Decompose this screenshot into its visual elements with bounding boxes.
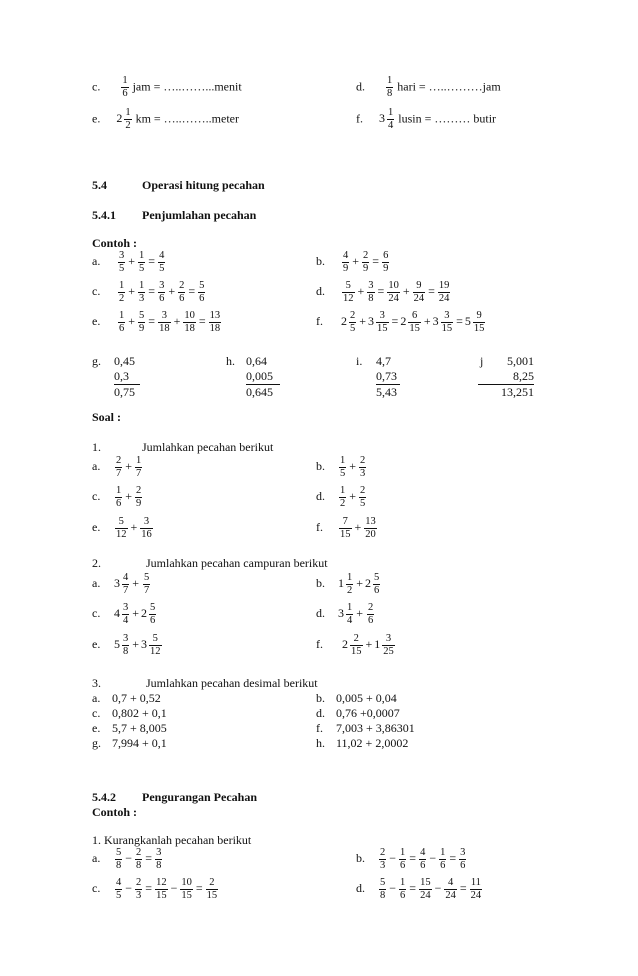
- q1-e: e. $\frac{5}{12}$ + $\frac{3}{16}$: [92, 516, 152, 540]
- fraction: $\frac{1}{4}$: [388, 107, 394, 131]
- example-e: e. $\frac{1}{6}$ + $\frac{5}{9}$ = $\frac{3}{18}$ + $\frac{10}{18}$ = $\frac{13}{18}$: [92, 310, 221, 334]
- q2-c: c. 4 $\frac{3}{4}$ + 2 $\frac{5}{6}$: [92, 602, 156, 626]
- decimal-i-label: i.: [356, 354, 363, 368]
- example-c: c. $\frac{1}{2}$ + $\frac{1}{3}$ = $\frac{3}{6}$ + $\frac{2}{6}$ = $\frac{5}{6}$: [92, 280, 205, 304]
- q1-number: 1.: [92, 440, 101, 454]
- conversion-f: [356, 107, 496, 132]
- subsection-number: 5.4.1: [92, 208, 116, 222]
- soal-label: Soal :: [92, 410, 122, 424]
- conversion-text: hari = …..………jam: [397, 79, 501, 94]
- sub-b: b. $\frac{2}{3}$ − $\frac{1}{6}$ = $\frac{4}{6}$ − $\frac{1}{6}$ = $\frac{3}{6}$: [356, 847, 466, 871]
- conversion-text: jam = …..……...menit: [132, 79, 242, 94]
- decimal-g-label: g.: [92, 354, 101, 368]
- q1-a: a. $\frac{2}{7}$ + $\frac{1}{7}$: [92, 455, 142, 479]
- q2-f: f. 2 $\frac{2}{15}$ + 1 $\frac{3}{25}$: [316, 633, 394, 657]
- fraction: $\frac{1}{6}$: [122, 75, 128, 99]
- decimal-j: 5,001 8,25 13,251: [478, 354, 534, 400]
- q1-d: d. $\frac{1}{2}$ + $\frac{2}{5}$: [316, 485, 366, 509]
- conversion-text: km = …..……..meter: [135, 111, 239, 126]
- fraction: $\frac{1}{2}$: [125, 107, 131, 131]
- decimal-j-label: j: [480, 354, 484, 368]
- q3-item: g. 7,994 + 0,1: [92, 736, 167, 750]
- item-label: d.: [356, 79, 365, 94]
- q2-b: b. 1 $\frac{1}{2}$ + 2 $\frac{5}{6}$: [316, 572, 380, 596]
- sub-a: a. $\frac{5}{8}$ − $\frac{2}{8}$ = $\frac{3}{8}$: [92, 847, 162, 871]
- section-title: Operasi hitung pecahan: [142, 178, 265, 192]
- q3-item: f. 7,003 + 3,86301: [316, 721, 415, 735]
- example-d: d. $\frac{5}{12}$ + $\frac{3}{8}$ = $\frac{10}{24}$ + $\frac{9}{24}$ = $\frac{19}{24}$: [316, 280, 450, 304]
- contoh-label: Contoh :: [92, 236, 138, 250]
- decimal-g: 0,45 0,3 0,75: [114, 354, 140, 400]
- q2-a: a. 3 $\frac{4}{7}$ + $\frac{5}{7}$: [92, 572, 150, 596]
- example-f: f. 2 $\frac{2}{5}$ + 3 $\frac{3}{15}$ = 2 $\frac{6}{15}$ + 3 $\frac{3}{15}$ = 5 $\frac{9}{15}$: [316, 310, 485, 334]
- subsection-title: Pengurangan Pecahan: [142, 790, 258, 804]
- sub-c: c. $\frac{4}{5}$ − $\frac{2}{3}$ = $\frac{12}{15}$ − $\frac{10}{15}$ = $\frac{2}{15}$: [92, 877, 218, 901]
- q2-d: d. 3 $\frac{1}{4}$ + $\frac{2}{6}$: [316, 602, 374, 626]
- q2-number: 2.: [92, 556, 101, 570]
- q1-c: c. $\frac{1}{6}$ + $\frac{2}{9}$: [92, 485, 142, 509]
- q1-title: Jumlahkan pecahan berikut: [142, 440, 274, 454]
- section-number: 5.4: [92, 178, 107, 192]
- q3-item: a. 0,7 + 0,52: [92, 691, 161, 705]
- decimal-h: 0,64 0,005 0,645: [246, 354, 280, 400]
- conversion-c: [92, 75, 242, 100]
- q3-item: c. 0,802 + 0,1: [92, 706, 167, 720]
- conversion-text: lusin = ……… butir: [398, 111, 497, 126]
- q1-b: b. $\frac{1}{5}$ + $\frac{2}{3}$: [316, 455, 366, 479]
- decimal-h-label: h.: [226, 354, 235, 368]
- subsection-number: 5.4.2: [92, 790, 116, 804]
- conversion-d: [356, 75, 501, 100]
- item-label: e.: [92, 111, 101, 126]
- q2-title: Jumlahkan pecahan campuran berikut: [146, 556, 328, 570]
- q3-number: 3.: [92, 676, 101, 690]
- q1-f: f. $\frac{7}{15}$ + $\frac{13}{20}$: [316, 516, 376, 540]
- conversion-e: [92, 107, 239, 132]
- fraction: $\frac{1}{8}$: [387, 75, 393, 99]
- q3-item: h. 11,02 + 2,0002: [316, 736, 409, 750]
- decimal-i: 4,7 0,73 5,43: [376, 354, 400, 400]
- whole-number: 3: [379, 111, 385, 126]
- item-label: f.: [356, 111, 363, 126]
- item-label: c.: [92, 79, 101, 94]
- example-a: a. $\frac{3}{5}$ + $\frac{1}{5}$ = $\frac{4}{5}$: [92, 250, 165, 274]
- example-b: b. $\frac{4}{9}$ + $\frac{2}{9}$ = $\frac{6}{9}$: [316, 250, 389, 274]
- q2-e: e. 5 $\frac{3}{8}$ + 3 $\frac{5}{12}$: [92, 633, 161, 657]
- q3-title: Jumlahkan pecahan desimal berikut: [146, 676, 318, 690]
- whole-number: 2: [116, 111, 123, 126]
- subsection-title: Penjumlahan pecahan: [142, 208, 257, 222]
- contoh-label: Contoh :: [92, 805, 138, 819]
- q3-item: e. 5,7 + 8,005: [92, 721, 167, 735]
- sub-title: 1. Kurangkanlah pecahan berikut: [92, 833, 252, 847]
- sub-d: d. $\frac{5}{8}$ − $\frac{1}{6}$ = $\frac{15}{24}$ − $\frac{4}{24}$ = $\frac{11}{24}$: [356, 877, 482, 901]
- q3-item: b. 0,005 + 0,04: [316, 691, 397, 705]
- q3-item: d. 0,76 +0,0007: [316, 706, 400, 720]
